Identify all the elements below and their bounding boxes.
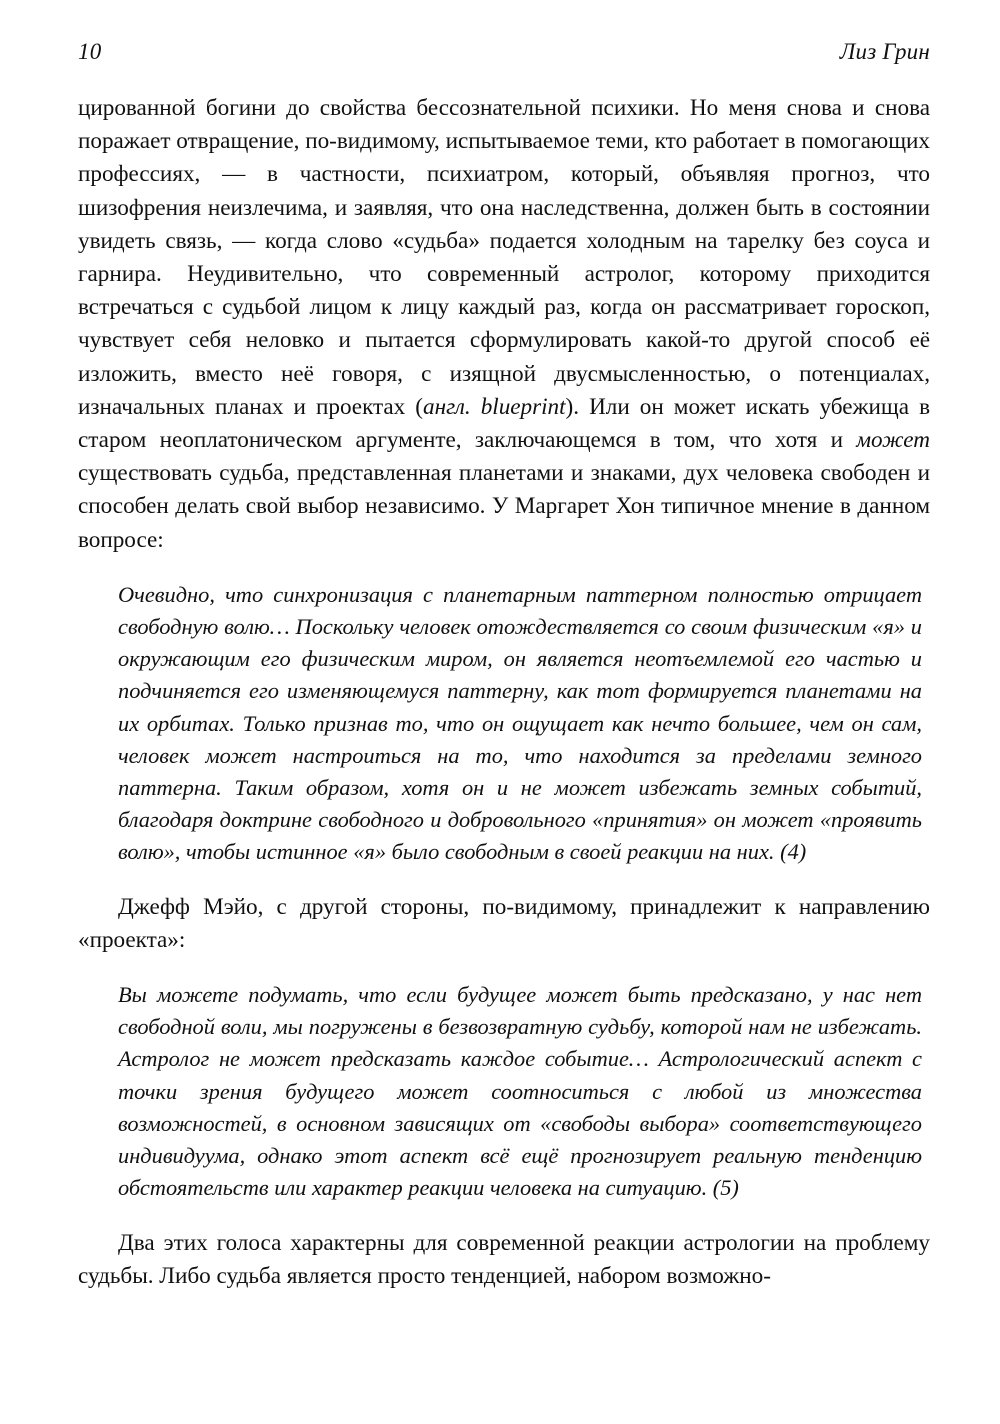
text-column — [78, 92, 930, 1293]
running-head-author: Лиз Грин — [839, 39, 930, 64]
paragraph-3: Два этих голоса характерны для современной реакции астрологии на проблему судьбы. Либо судьба является просто тенденцией, набором возможно- — [78, 1229, 930, 1289]
block-quote-2: Вы можете подумать, что если будущее может быть предсказано, у нас нет свободной воли, мы погружены в безвозвратную судьбу, которой нам не избежать. Астролог не может предсказать каждое событие… Астрологический аспект с точки зрения будущего может соотноситься с любой из множества возможностей, в основном зависящих от «свободы выбора» соответствующего индивидуума, однако этот аспект всё ещё прогнозирует реальную тенденцию обстоятельств или характер реакции человека на ситуацию. (5) — [118, 982, 922, 1201]
spacer-before-quote-1 — [78, 557, 930, 579]
paragraph-2: Джефф Мэйо, с другой стороны, по-видимому, принадлежит к направлению «проекта»: — [78, 893, 930, 953]
paragraph-1-italic-mozhet: может — [856, 427, 930, 454]
block-quote-1: Очевидно, что синхронизация с планетарным паттерном полностью отрицает свободную волю… Поскольку человек отождествляется со своим физическим «я» и окружающим его физическим миром, он является неотъемлемой его частью и подчиняется его изменяющемуся паттерну, как тот формируется планетами на их орбитах. Только признав то, что он ощущает как нечто большее, чем он сам, человек может настроиться на то, что находится за пределами земного паттерна. Таким образом, хотя он и не может избежать земных событий, благодаря доктрине свободного и добровольного «принятия» он может «проявить волю», чтобы истинное «я» было свободным в своей реакции на них. (4) — [118, 581, 922, 865]
spacer-after-quote-1 — [78, 869, 930, 891]
spacer-before-quote-2 — [78, 957, 930, 979]
paragraph-1-part-2: ). Или он может искать убежища в старом неоплатоническом аргументе, заключающемся в том, что хотя и — [78, 393, 930, 454]
paragraph-1-italic-blueprint: англ. blueprint — [423, 393, 566, 420]
running-head — [78, 36, 930, 68]
paragraph-1-part-3: существовать судьба, представленная планетами и знаками, дух человека свободен и способен делать свой выбор независимо. У Маргарет Хон типичное мнение в данном вопросе: — [78, 460, 930, 553]
paragraph-1-part-1: цированной богини до свойства бессознательной психики. Но меня снова и снова поражает отвращение, по-видимому, испытываемое теми, кто работает в помогающих профессиях, — в частности, психиатром, который, объявляя прогноз, что шизофрения неизлечима, и заявляя, что она наследственна, должен быть в состоянии увидеть связь, — когда слово «судьба» подается холодным на тарелку без соуса и гарнира. Неудивительно, что современный астролог, которому приходится встречаться с судьбой лицом к лицу каждый раз, когда он рассматривает гороскоп, чувствует себя неловко и пытается сформулировать какой-то другой способ её изложить, вместо неё говоря, с изящной двусмысленностью, о потенциалах, изначальных планах и проектах ( — [78, 95, 930, 420]
spacer-after-quote-2 — [78, 1205, 930, 1227]
page-number: 10 — [78, 39, 102, 64]
paragraph-1 — [78, 92, 930, 557]
